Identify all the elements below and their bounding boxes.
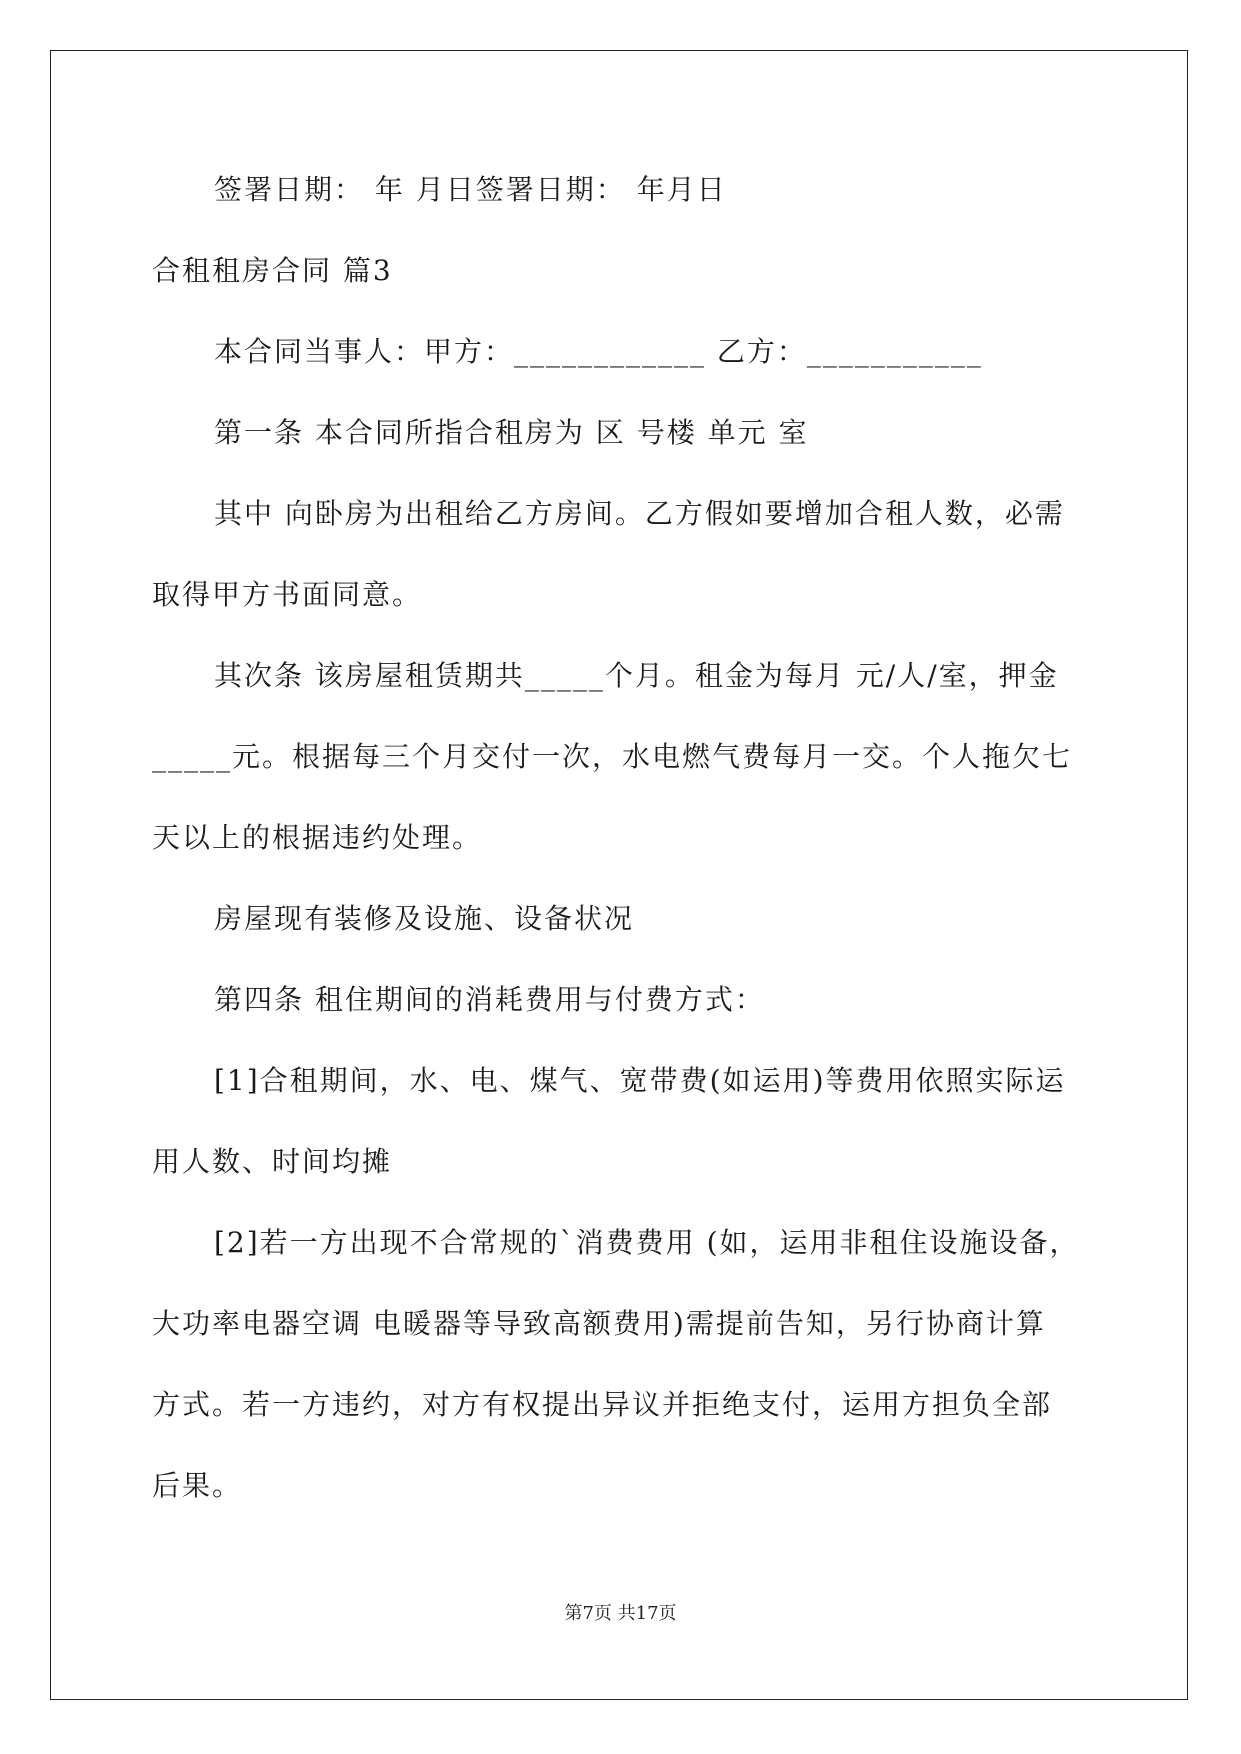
parties-line: 本合同当事人：甲方：____________ 乙方：___________ xyxy=(214,335,983,368)
clause-1: [1]合租期间，水、电、煤气、宽带费(如运用)等费用依照实际运 xyxy=(214,1064,1066,1097)
article-1: 第一条 本合同所指合租房为 区 号楼 单元 室 xyxy=(214,416,809,449)
paragraph-line: 房屋现有装修及设施、设备状况 xyxy=(214,902,635,935)
article-4: 第四条 租住期间的消耗费用与付费方式： xyxy=(214,983,765,1016)
article-2: 其次条 该房屋租赁期共_____个月。租金为每月 元/人/室，押金 xyxy=(214,659,1059,692)
signature-date-line: 签署日期： 年 月日签署日期： 年月日 xyxy=(214,173,727,206)
paragraph-line: 后果。 xyxy=(152,1469,243,1502)
paragraph-line: 方式。若一方违约，对方有权提出异议并拒绝支付，运用方担负全部 xyxy=(152,1388,1053,1421)
paragraph-line: 其中 向卧房为出租给乙方房间。乙方假如要增加合租人数，必需 xyxy=(214,497,1065,530)
paragraph-line: 大功率电器空调 电暖器等导致高额费用)需提前告知，另行协商计算 xyxy=(152,1307,1046,1340)
paragraph-line: 用人数、时间均摊 xyxy=(152,1145,393,1178)
clause-2: [2]若一方出现不合常规的`消费费用 (如，运用非租住设施设备， xyxy=(214,1226,1080,1259)
paragraph-line: 天以上的根据违约处理。 xyxy=(152,821,483,854)
section-title: 合租租房合同 篇3 xyxy=(152,254,393,287)
paragraph-line: 取得甲方书面同意。 xyxy=(152,578,423,611)
page-number: 第7页 共17页 xyxy=(564,1603,677,1624)
paragraph-line: _____元。根据每三个月交付一次，水电燃气费每月一交。个人拖欠七 xyxy=(152,740,1073,773)
page-border xyxy=(50,50,1188,1700)
